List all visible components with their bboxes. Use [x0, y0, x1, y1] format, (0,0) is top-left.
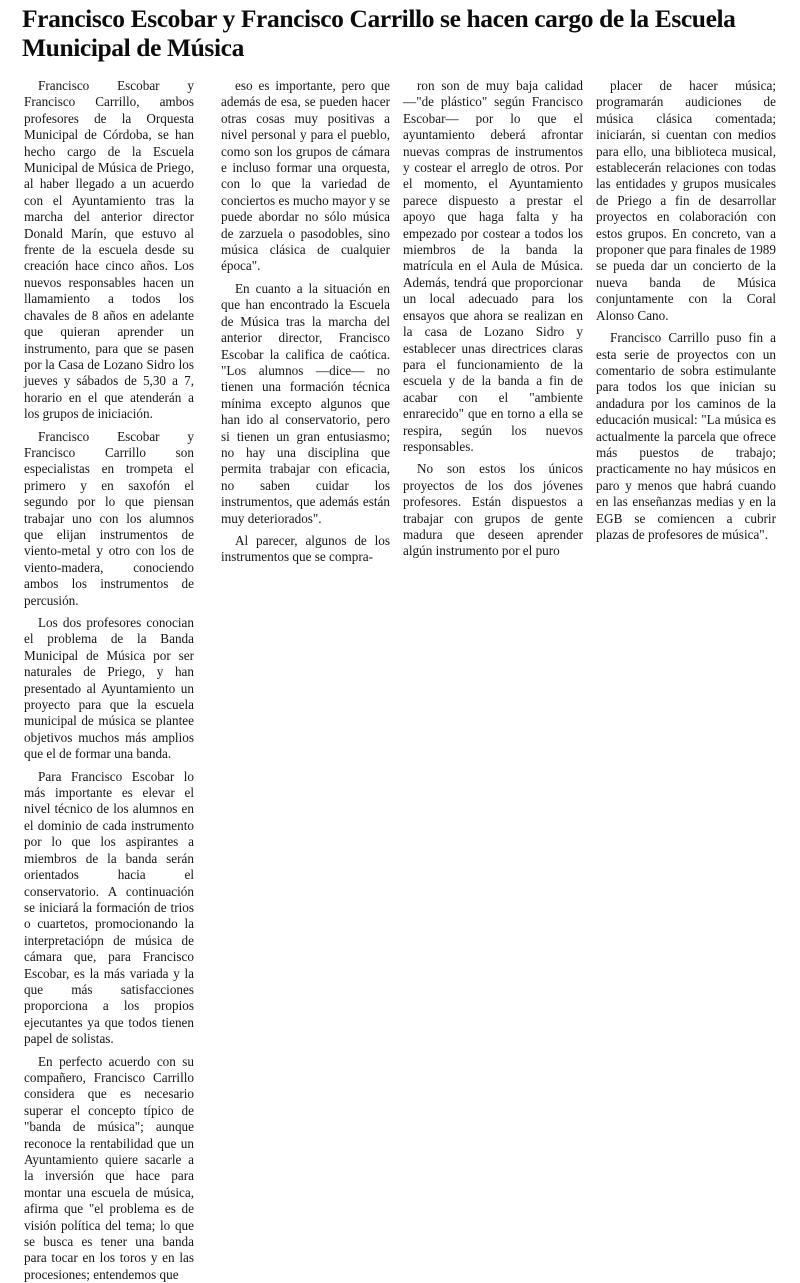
paragraph: Los dos profesores conocian el problema de la Banda Municipal de Música por ser naturales de Priego, y han presentado al Ayuntamiento un proyecto para que la escuela municipal de música se plantee objetivos muchos más amplios que el de formar una banda.: [24, 615, 194, 762]
paragraph: Para Francisco Escobar lo más importante es elevar el nivel técnico de los alumnos en el dominio de cada instrumento por lo que los aspirantes a miembros de la banda serán orientados hacia el conservatorio. A continuación se iniciará la formación de trios o cuartetos, promocionando la interpretaciópn de música de cámara que, para Francisco Escobar, es la más variada y la que más satisfacciones proporciona a los propios ejecutantes ya que todos tienen papel de solistas.: [24, 768, 194, 1047]
paragraph: Francisco Carrillo puso fin a esta serie de proyectos con un comentario de sobra estimulante para todos los que inician su andadura por los caminos de la educación musical: "La música es actualmente la parcela que ofrece más puestos de trabajo; practicamente no hay músicos en paro y menos que habrá cuando en las enseñanzas medias y en la EGB se comiencen a cubrir plazas de profesores de música".: [596, 330, 776, 542]
paragraph: Francisco Escobar y Francisco Carrillo son especialistas en trompeta el primero y en saxofón el segundo por lo que piensan trabajar uno con los alumnos que elijan instrumentos de viento-metal y otro con los de viento-madera, conociendo ambos los instrumentos de percusión.: [24, 428, 194, 608]
paragraph: No son estos los únicos proyectos de los dos jóvenes profesores. Están dispuestos a trabajar con grupos de gente madura que deseen aprender algún instrumento por el puro: [403, 461, 583, 559]
paragraph: ron son de muy baja calidad —"de plástico" según Francisco Escobar— por lo que el ayuntamiento deberá afrontar nuevas compras de instrumentos y costear el arreglo de otros. Por el momento, el Ayuntamiento parece dispuesto a prestar el apoyo que haga falta y ha empezado por costear a todos los miembros de la banda la matrícula en el Aula de Música. Además, tendrá que proporcionar un local adecuado para los ensayos que ahora se realizan en la casa de Lozano Sidro y establecer unas directrices claras para el funcionamiento de la escuela y de la banda a fin de acabar con el "ambiente enrarecido" que en torno a ella se respira, según los nuevos responsables.: [403, 78, 583, 454]
article-column-2: [221, 78, 390, 565]
paragraph: eso es importante, pero que además de esa, se pueden hacer otras cosas muy positivas a nivel personal y para el pueblo, como son los grupos de cámara e incluso formar una orquesta, con lo que la variedad de conciertos es mucho mayor y se puede abordar no sólo música de zarzuela o pasodobles, sino música clásica de cualquier época".: [221, 78, 390, 274]
paragraph: Al parecer, algunos de los instrumentos que se compra-: [221, 532, 390, 565]
paragraph: placer de hacer música; programarán audiciones de música clásica comentada; iniciarán, si cuentan con medios para ello, una biblioteca musical, establecerán relaciones con todas las entidades y grupos musicales de Priego a fin de desarrollar proyectos en colaboración con estos grupos. En concreto, van a proponer que para finales de 1989 se pueda dar un concierto de la nueva banda de Música conjuntamente con la Coral Alonso Cano.: [596, 78, 776, 323]
article-column-1: [24, 78, 194, 1282]
paragraph: Francisco Escobar y Francisco Carrillo, ambos profesores de la Orquesta Municipal de Córdoba, se han hecho cargo de la Escuela Municipal de Música de Priego, al haber llegado a un acuerdo con el Ayuntamiento tras la marcha del anterior director Donald Marín, que estuvo al frente de la escuela desde su creación hace cinco años. Los nuevos responsables hacen un llamamiento a todos los chavales de 8 años en adelante que quieran aprender un instrumento, para que se pasen por la Casa de Lozano Sidro los jueves y sábados de 5,30 a 7, horario en el que atenderán a los grupos de iniciación.: [24, 78, 194, 422]
article-column-4: [596, 78, 776, 542]
paragraph: En perfecto acuerdo con su compañero, Francisco Carrillo considera que es necesario superar el concepto típico de "banda de música"; aunque reconoce la rentabilidad que un Ayuntamiento quiere sacarle a la inversión que hace para montar una escuela de música, afirma que "el problema es de visión política del tema; lo que se busca es tener una banda para tocar en los toros y en las procesiones; entendemos que: [24, 1053, 194, 1282]
paragraph: En cuanto a la situación en que han encontrado la Escuela de Música tras la marcha del anterior director, Francisco Escobar la califica de caótica. "Los alumnos —dice— no tienen una formación técnica mínima excepto algunos que han ido al conservatorio, pero si tienen un gran entusiasmo; no hay una disciplina que permita trabajar con eficacia, no saben cuidar los instrumentos, que además están muy deteriorados".: [221, 280, 390, 526]
article-headline: Francisco Escobar y Francisco Carrillo se hacen cargo de la Escuela Municipal de Música: [22, 4, 736, 62]
article-column-3: [403, 78, 583, 559]
